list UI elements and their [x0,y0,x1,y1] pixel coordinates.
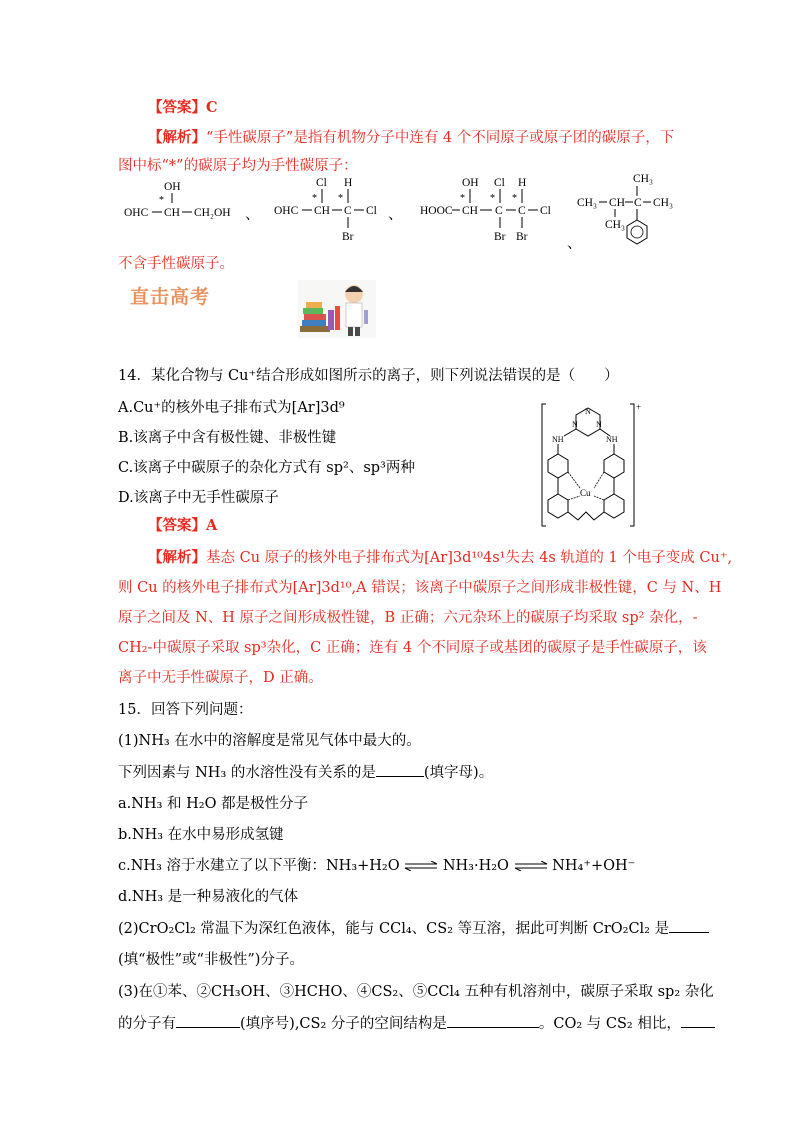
m2-star-1: * [312,193,317,204]
m3-cl2: Cl [540,205,551,217]
m4-c: C [634,197,642,209]
benzene-ring [627,220,647,244]
m4-ch: CH [609,197,625,209]
m3-c2: C [518,205,526,217]
m2-cl: Cl [316,177,327,189]
q13-answer [148,98,218,118]
p3-line2-c: 。CO₂ 与 CS₂ 相比， [538,1016,681,1032]
m4-ch3-right: CH₃ [653,197,673,209]
q14-option-a: A.Cu⁺的核外电子排布式为[Ar]3d⁹ [118,400,345,416]
m3-c1: C [495,205,503,217]
analysis-label: 【解析】 [148,549,206,566]
m2-h: H [344,177,353,189]
answer-value: C [206,99,218,116]
q13-conclusion: 不含手性碳原子。 [118,256,234,272]
m1-c: CH [164,207,180,219]
p3-line2-b: (填序号),CS₂ 分子的空间结构是 [240,1016,447,1032]
opt-c-prefix: c.NH₃ 溶于水建立了以下平衡：NH₃+H₂O [118,858,400,874]
answer-blank-4[interactable] [447,1013,539,1028]
q15-stem: 15．回答下列问题： [118,702,253,718]
q15-opt-d: d.NH₃ 是一种易液化的气体 [118,889,299,905]
m3-h: H [518,177,527,189]
m3-star-3: * [512,193,517,204]
separator-1: 、 [245,207,260,223]
m3-ch: CH [462,205,478,217]
scientist-illustration [298,280,376,338]
p3-line2-a: 的分子有 [118,1016,176,1032]
pyridine-ring-4 [604,494,624,518]
equilibrium-arrow-1-icon [404,861,438,871]
answer-label: 【答案】 [148,517,206,534]
m4-ch3-top: CH₃ [633,173,653,185]
pyridine-ring-1 [548,454,568,478]
q15-p2-line1 [118,918,709,939]
ion-charge: + [636,402,642,412]
p2-line1-text: (2)CrO₂Cl₂ 常温下为深红色液体，能与 CCl₄、CS₂ 等互溶，据此可判断 CrO₂Cl₂ 是 [118,921,670,937]
triazine-n-1: N [585,407,591,416]
nh-left: NH [552,435,564,444]
molecule-1 [122,176,242,236]
answer-blank-3[interactable] [176,1013,240,1028]
m3-cl: Cl [494,177,505,189]
m2-br: Br [342,231,354,243]
q14-analysis-line5: 离子中无手性碳原子，D 正确。 [118,670,323,686]
triazine-n-2: N [572,420,578,429]
q13-analysis-line2: 图中标“*”的碳原子均为手性碳原子： [118,158,358,174]
pyridine-ring-2 [604,454,624,478]
m3-star-2: * [490,193,495,204]
equilibrium-arrow-2-icon [514,861,548,871]
nh-right: NH [606,435,618,444]
pyridine-ring-3 [548,494,568,518]
molecule-4 [575,170,695,248]
q15-p1-line1: (1)NH₃ 在水中的溶解度是常见气体中最大的。 [118,733,421,749]
q15-p2-line2: (填“极性”或“非极性”)分子。 [118,952,304,968]
m4-ch3-bottom: CH₃ [605,219,625,231]
cu-complex-structure [538,400,658,530]
q15-opt-c [118,856,635,876]
analysis-text: 基态 Cu 原子的核外电子排布式为[Ar]3d¹⁰4s¹失去 4s 轨道的 1 个电子变成 Cu⁺, [206,550,733,566]
m1-left: OHC [124,207,149,219]
molecule-3 [418,172,578,244]
separator-2: 、 [388,207,403,223]
m3-star-1: * [460,193,465,204]
q14-analysis-line3: 原子之间及 N、H 原子之间形成极性键，B 正确；六元杂环上的碳原子均采取 sp² 杂化，- [118,610,698,626]
q14-option-c: C.该离子中碳原子的杂化方式有 sp²、sp³两种 [118,460,415,476]
p1-line2-text: 下列因素与 NH₃ 的水溶性没有关系的是 [118,765,376,781]
answer-blank-2[interactable] [669,918,709,933]
m1-right: CH₂OH [194,207,231,219]
q15-p3-line2 [118,1013,715,1034]
m4-ch3-left: CH₃ [577,197,597,209]
opt-c-mid: NH₃·H₂O [442,858,509,874]
m3-br2: Br [516,231,528,243]
separator-3: 、 [567,236,582,252]
q14-analysis-line1 [148,548,732,568]
m2-cl2: Cl [366,205,377,217]
m3-br1: Br [494,231,506,243]
m3-oh: OH [462,177,479,189]
answer-blank-1[interactable] [376,762,424,777]
answer-value: A [206,517,218,534]
m3-left: HOOC [420,205,453,217]
m2-c: C [344,205,352,217]
q14-analysis-line2: 则 Cu 的核外电子排布式为[Ar]3d¹⁰,A 错误；该离子中碳原子之间形成非极性键，C 与 N、H [118,580,722,596]
p1-line2-tail: (填字母)。 [423,765,494,781]
analysis-label: 【解析】 [148,129,206,146]
m2-star-2: * [338,193,343,204]
m2-ch: CH [314,205,330,217]
q15-p3-line1: (3)在①苯、②CH₃OH、③HCHO、④CS₂、⑤CCl₄ 五种有机溶剂中，碳原子采取 sp₂ 杂化 [118,984,714,1000]
cu-center: Cu [580,488,591,498]
m1-star: * [159,195,164,206]
q13-analysis-line1 [148,128,674,148]
q15-opt-b: b.NH₃ 在水中易形成氢键 [118,827,284,843]
analysis-text: “手性碳原子”是指有机物分子中连有 4 个不同原子或原子团的碳原子，下 [206,130,675,146]
m1-oh: OH [164,181,181,193]
triazine-n-3: N [596,420,602,429]
answer-blank-5[interactable] [681,1013,715,1028]
q14-analysis-line4: CH₂-中碳原子采取 sp³杂化，C 正确；连有 4 个不同原子或基团的碳原子是手性碳原子，该 [118,640,707,656]
molecule-2 [272,172,392,244]
q15-opt-a: a.NH₃ 和 H₂O 都是极性分子 [118,796,309,812]
section-header: 直击高考 [130,286,211,308]
opt-c-tail: NH₄⁺+OH⁻ [552,858,636,874]
q14-option-b: B.该离子中含有极性键、非极性键 [118,430,337,446]
q14-stem: 14．某化合物与 Cu⁺结合形成如图所示的离子，则下列说法错误的是（ ） [118,368,619,384]
m2-left: OHC [274,205,299,217]
q14-option-d: D.该离子中无手性碳原子 [118,490,279,506]
q14-answer [148,516,217,536]
answer-label: 【答案】 [148,99,206,116]
q15-p1-line2 [118,762,493,783]
